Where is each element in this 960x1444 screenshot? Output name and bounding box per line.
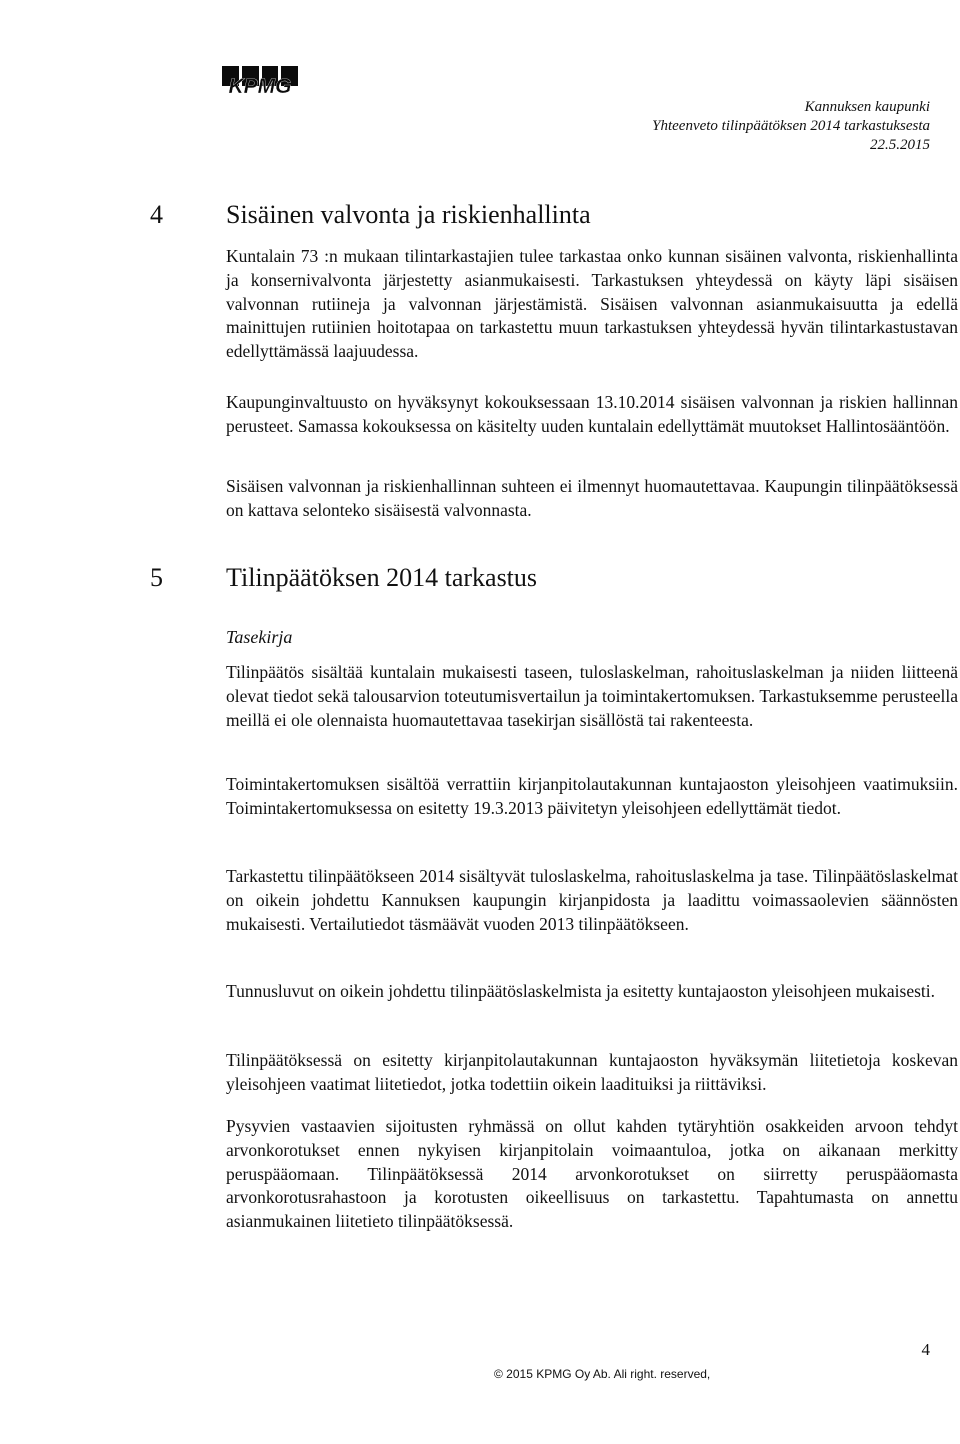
section-title: Sisäinen valvonta ja riskienhallinta <box>226 200 591 229</box>
paragraph: Kaupunginvaltuusto on hyväksynyt kokouksessaan 13.10.2014 sisäisen valvonnan ja riskien hallinnan perusteet. Samassa kokouksessa on käsitelty uuden kuntalain edellyttämät muutokset Hallintosääntöön. <box>226 392 958 436</box>
paragraph: Kuntalain 73 :n mukaan tilintarkastajien tulee tarkastaa onko kunnan sisäinen valvonta, riskienhallinta ja konsernivalvonta järjestetty asianmukaisesti. Tarkastuksen yhteydessä on käyty läpi sisäisen valvonnan rutiineja ja valvonnan järjestämistä. Sisäisen valvonnan asianmukaisuutta ja edellä mainittujen rutiinien hoitotapaa on tarkastettu muun tarkastuksen yhteydessä hyvän tilintarkastustavan edellyttämässä laajuudessa. <box>226 246 958 362</box>
page-header <box>652 98 930 155</box>
paragraph: Tilinpäätöksessä on esitetty kirjanpitolautakunnan kuntajaoston hyväksymän liitetietoja koskevan yleisohjeen vaatimat liitetiedot, jotka todettiin oikein laadituiksi ja riittäviksi. <box>226 1050 958 1094</box>
header-document-title: Yhteenveto tilinpäätöksen 2014 tarkastuksesta <box>652 118 930 134</box>
section-number: 5 <box>150 563 163 592</box>
paragraph: Toimintakertomuksen sisältöä verrattiin kirjanpitolautakunnan kuntajaoston yleisohjeen vaatimuksiin. Toimintakertomuksessa on esitetty 19.3.2013 päivitetyn yleisohjeen edellyttämät tiedot. <box>226 774 958 818</box>
section-number: 4 <box>150 200 163 229</box>
kpmg-logo <box>222 66 298 100</box>
header-organization: Kannuksen kaupunki <box>804 99 930 115</box>
paragraph: Tarkastettu tilinpäätökseen 2014 sisältyvät tuloslaskelma, rahoituslaskelma ja tase. Tilinpäätöslaskelmat on oikein johdettu Kannuksen kaupungin kirjanpidosta ja laadittu voimassaolevien säännösten mukaisesti. Vertailutiedot täsmäävät vuoden 2013 tilinpäätökseen. <box>226 866 958 934</box>
logo-wordmark: KPMG <box>228 75 292 98</box>
subheading: Tasekirja <box>226 627 293 647</box>
paragraph: Tunnusluvut on oikein johdettu tilinpäätöslaskelmista ja esitetty kuntajaoston yleisohjeen mukaisesti. <box>226 981 935 1001</box>
paragraph: Pysyvien vastaavien sijoitusten ryhmässä on ollut kahden tytäryhtiön osakkeiden arvoon tehdyt arvonkorotukset ennen nykyisen kirjanpitolain voimaantuloa, jotka on aikanaan merkitty peruspääomaan. Tilinpäätöksessä 2014 arvonkorotukset on siirretty peruspääomasta arvonkorotusrahastoon ja korotusten oikeellisuus on tarkastettu. Tapahtumasta on annettu asianmukainen liitetieto tilinpäätöksessä. <box>226 1116 958 1232</box>
section-title: Tilinpäätöksen 2014 tarkastus <box>226 563 538 592</box>
header-date: 22.5.2015 <box>870 137 930 153</box>
copyright-footer: © 2015 KPMG Oy Ab. Ali right. reserved, <box>494 1367 711 1381</box>
paragraph: Sisäisen valvonnan ja riskienhallinnan suhteen ei ilmennyt huomautettavaa. Kaupungin tilinpäätöksessä on kattava selonteko sisäisestä valvonnasta. <box>226 476 958 520</box>
paragraph: Tilinpäätös sisältää kuntalain mukaisesti taseen, tuloslaskelman, rahoituslaskelman ja niiden liitteenä olevat tiedot sekä talousarvion toteutumisvertailun ja toimintakertomuksen. Tarkastuksemme perusteella meillä ei ole olennaista huomautettavaa tasekirjan sisällöstä tai rakenteesta. <box>226 662 958 730</box>
page-number: 4 <box>921 1340 930 1359</box>
